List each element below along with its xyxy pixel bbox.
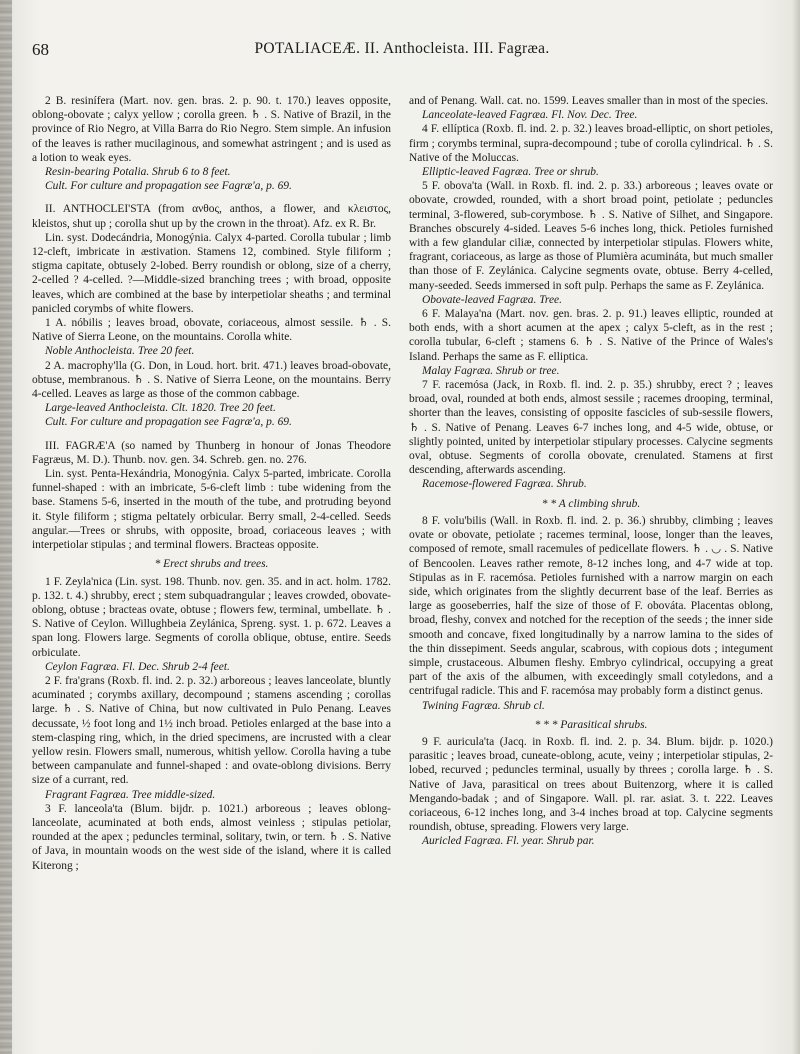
page-header: [32, 40, 772, 68]
entry-a-macrophylla: 2 A. macrophy'lla (G. Don, in Loud. hort. brit. 471.) leaves broad-obovate, obtuse, membranous. ♄ . S. Native of Sierra Leone, on the mountains. Berry 4-celled. Leaves as large as those of the common cabbage.: [32, 359, 391, 401]
common-name-line: Large-leaved Anthocleista. Clt. 1820. Tree 20 feet.: [45, 402, 276, 415]
common-name-line: Elliptic-leaved Fagræa. Tree or shrub.: [422, 166, 599, 179]
common-name-line: Twining Fagræa. Shrub cl.: [422, 699, 545, 712]
entry-f-elliptica: 4 F. ellíptica (Roxb. fl. ind. 2. p. 32.) leaves broad-elliptic, on short petioles, firm ; corymbs terminal, supra-decompound ; tube of corolla cylindrical. ♄ . S. Native of the Moluccas.: [409, 123, 773, 164]
entry-f-volubilis: 8 F. volu'bilis (Wall. in Roxb. fl. ind. 2. p. 36.) shrubby, climbing ; leaves ovate or obovate, petiolate ; racemes terminal, loose, longer than the leaves, composed of remote, small racemules of pedicellate flowers. ♄ . ◡ . S. Native of Bencoolen. Leaves rather remote, 8-12 inches long, and 4-7 wide at top. Stipulas as in F. racemósa. Petioles furnished with a narrow margin on each side, which originates from the slightly decurrent base of the leaf. Berries as large as gooseberries, half the size of those of F. obováta. Placentas oblong, broad, fleshy, convex and notched for the reception of the seeds ; the inner side smooth and concave, fixed longitudinally by a narrow lamina to the sides of the thin dissepiment. Seeds angular, scabrous, with copious dots ; integument simple, crustaceous. Albumen fleshy. Embryo cylindrical, occupying a great part of the axis of the albumen, with exceedingly small cotyledons, and a centrifugal radicle. This and F. racemósa may probably form a distinct genus.: [409, 514, 773, 698]
common-name-line: Ceylon Fagræa. Fl. Dec. Shrub 2-4 feet.: [45, 660, 230, 673]
book-binding-edge: [0, 0, 12, 1054]
page-number: 68: [32, 40, 49, 59]
entry-f-zeylanica: 1 F. Zeyla'nica (Lin. syst. 198. Thunb. nov. gen. 35. and in act. holm. 1782. p. 132. t. 4.) shrubby, erect ; stem subquadrangular ; leaves crowded, obovate-oblong, obtuse ; bracteas ovate, obtuse ; flowers few, terminal, umbellate. ♄ . S. Native of Ceylon. Willughbeia Zeylánica, Spreng. syst. 1. p. 672. Leaves a span long. Flowers large. Segments of corolla oblique, obtuse, entire. Seeds orbiculate.: [32, 575, 391, 659]
common-name-line: Racemose-flowered Fagræa. Shrub.: [422, 478, 587, 491]
genus-heading-fagraea: III. FAGRÆ'A (so named by Thunberg in honour of Jonas Theodore Fagræus, M. D.). Thunb. nov. gen. 34. Schreb. gen. no. 276.: [32, 439, 391, 466]
entry-f-fragrans: 2 F. fra'grans (Roxb. fl. ind. 2. p. 32.) arboreous ; leaves lanceolate, bluntly acuminated ; corymbs axillary, decompound ; stamens ascending ; corollas large. ♄ . S. Native of China, but now cultivated in Pulo Penang. Leaves decussate, ½ foot long and 1½ inch broad. Petioles enlarged at the base into a stem-clasping ring, which, in the dried specimens, are incrusted with a clear yellow resin. Flowers small, numerous, whitish yellow. Corolla having a tube between campanulate and funnel-shaped : and ovate-oblong divisions. Berry size of a currant, red.: [32, 674, 391, 787]
common-name-line: Obovate-leaved Fagræa. Tree.: [422, 293, 562, 306]
right-column: [409, 94, 773, 849]
entry-f-lanceolata: 3 F. lanceola'ta (Blum. bijdr. p. 1021.) arboreous ; leaves oblong-lanceolate, acuminated at both ends, almost veinless ; stipulas petiolar, rounded at the apex ; peduncles terminal, solitary, twin, or tern. ♄ . S. Native of Java, in mountain woods on the west side of the island, where it is called Kiterong ;: [32, 802, 391, 872]
section-heading: * * A climbing shrub.: [541, 497, 641, 510]
common-name-line: Auricled Fagræa. Fl. year. Shrub par.: [422, 835, 595, 848]
section-heading: * Erect shrubs and trees.: [154, 558, 269, 571]
common-name-line: Resin-bearing Potalia. Shrub 6 to 8 feet.: [45, 166, 231, 179]
common-name-line: Malay Fagræa. Shrub or tree.: [422, 364, 560, 377]
common-name-line: Lanceolate-leaved Fagræa. Fl. Nov. Dec. Tree.: [422, 109, 638, 122]
running-title: POTALIACEÆ. II. Anthocleista. III. Fagræa.: [254, 40, 550, 57]
entry-f-malayana: 6 F. Malaya'na (Mart. nov. gen. bras. 2. p. 91.) leaves elliptic, rounded at both ends, with a short acumen at the apex ; calyx 5-cleft, as in the rest ; corolla tubular, 6-cleft ; stamens 6. ♄ . S. Native of the Prince of Wales's Island. Perhaps the same as F. elliptica.: [409, 308, 773, 363]
culture-note: Cult. For culture and propagation see Fagræ'a, p. 69.: [45, 180, 292, 193]
entry-f-obovata: 5 F. obova'ta (Wall. in Roxb. fl. ind. 2. p. 33.) arboreous ; leaves ovate or obovate, crowded, rounded, with a short broad point, petiolate ; peduncles terminal, 3-flowered, sub-corymbose. ♄ . S. Native of Silhet, and Singapore. Branches obscurely 4-sided. Leaves 5-6 inches long, thick. Petioles furnished with a few glandular ciliæ, connected by interpetiolar stipulas. Flowers white, fragrant, coriaceous, as large as those of Plumièra acumináta, but much smaller than those of F. Zeylánica. Calycine segments ovate, obtuse. Berry 4-celled, many-seeded. Seeds immersed in soft pulp. Perhaps the same as F. Zeylánica.: [409, 180, 773, 292]
page-edge-shadow: [792, 0, 800, 1054]
entry-f-auriculata: 9 F. auricula'ta (Jacq. in Roxb. fl. ind. 2. p. 34. Blum. bijdr. p. 1020.) parasitic ; leaves broad, cuneate-oblong, acute, veiny ; interpetiolar stipulas, 2-lobed, recurved ; peduncles terminal, usually by threes ; corolla large. ♄ . S. Native of Java, parasitical on trees about Buitenzorg, where it is called Mengando-badak ; and of Singapore. Wall. pl. rar. asiat. 3. t. 222. Leaves coriaceous, 6-12 inches long, and 3-4 inches broad at top. Calycine segments roundish, obtuse, spreading. Flowers very large.: [409, 735, 773, 834]
left-column: [32, 94, 391, 873]
entry-a-nobilis: 1 A. nóbilis ; leaves broad, obovate, coriaceous, almost sessile. ♄ . S. Native of Sierra Leone, on the mountains. Corolla white.: [32, 317, 391, 344]
common-name-line: Fragrant Fagræa. Tree middle-sized.: [45, 788, 216, 801]
genus-heading-anthocleista: II. ANTHOCLEI'STA (from ανθος, anthos, a flower, and κλειστος, kleistos, shut up ; corolla shut up by the crown in the throat). Afz. ex R. Br.: [32, 203, 391, 230]
common-name-line: Noble Anthocleista. Tree 20 feet.: [45, 345, 195, 358]
section-heading: * * * Parasitical shrubs.: [534, 718, 648, 731]
culture-note: Cult. For culture and propagation see Fagræ'a, p. 69.: [45, 416, 292, 429]
entry-continuation: and of Penang. Wall. cat. no. 1599. Leaves smaller than in most of the species.: [409, 95, 769, 107]
genus-description: Lin. syst. Penta-Hexándria, Monogýnia. Calyx 5-parted, imbricate. Corolla funnel-shaped : with an imbricate, 5-6-cleft limb : tube widening from the base. Stamens 5-6, inserted in the mouth of the tube, and protruding beyond it. Style filiform ; stigma peltately orbicular. Berry small, 2-4-celled. Seeds angular.—Trees or shrubs, with opposite, broad, coriaceous leaves ; with interpetiolar stipulas ; and terminal flowers. Bracteas opposite.: [32, 468, 391, 552]
entry-f-racemosa: 7 F. racemósa (Jack, in Roxb. fl. ind. 2. p. 35.) shrubby, erect ? ; leaves broad, oval, rounded at both ends, almost sessile ; racemes drooping, terminal, shorter than the leaves, consisting of opposite fascicles of sub-sessile flowers, ♄ . S. Native of Penang. Leaves 6-7 inches long, and 4-5 wide, obtuse, or slightly pointed, united by interpetiolar stipulary processes. Calycine segments oval, obtuse. Segments of corolla obovate, crenulated. Stamens at first descending, afterwards ascending.: [409, 379, 773, 477]
genus-description: Lin. syst. Dodecándria, Monogýnia. Calyx 4-parted. Corolla tubular ; limb 12-cleft, imbricate in æstivation. Stamens 12, combined. Style filiform ; stigma capitate, obtusely 2-lobed. Berry roundish or oblong, size of a cherry, 2-celled ? 4-celled. ?—Middle-sized branching trees ; with broad, opposite leaves, which are combined at the base by interpetiolar sheaths ; and terminal panicled corymbs of white flowers.: [32, 231, 391, 315]
entry-b-resinifera: 2 B. resinífera (Mart. nov. gen. bras. 2. p. 90. t. 170.) leaves opposite, oblong-obovate ; calyx yellow ; corolla green. ♄ . S. Native of Brazil, in the province of Rio Negro, at Villa Barra do Rio Negro. Stem simple. An infusion of the leaves is rather mucilaginous, and somewhat astringent ; and is used as a lotion to weak eyes.: [32, 95, 391, 164]
